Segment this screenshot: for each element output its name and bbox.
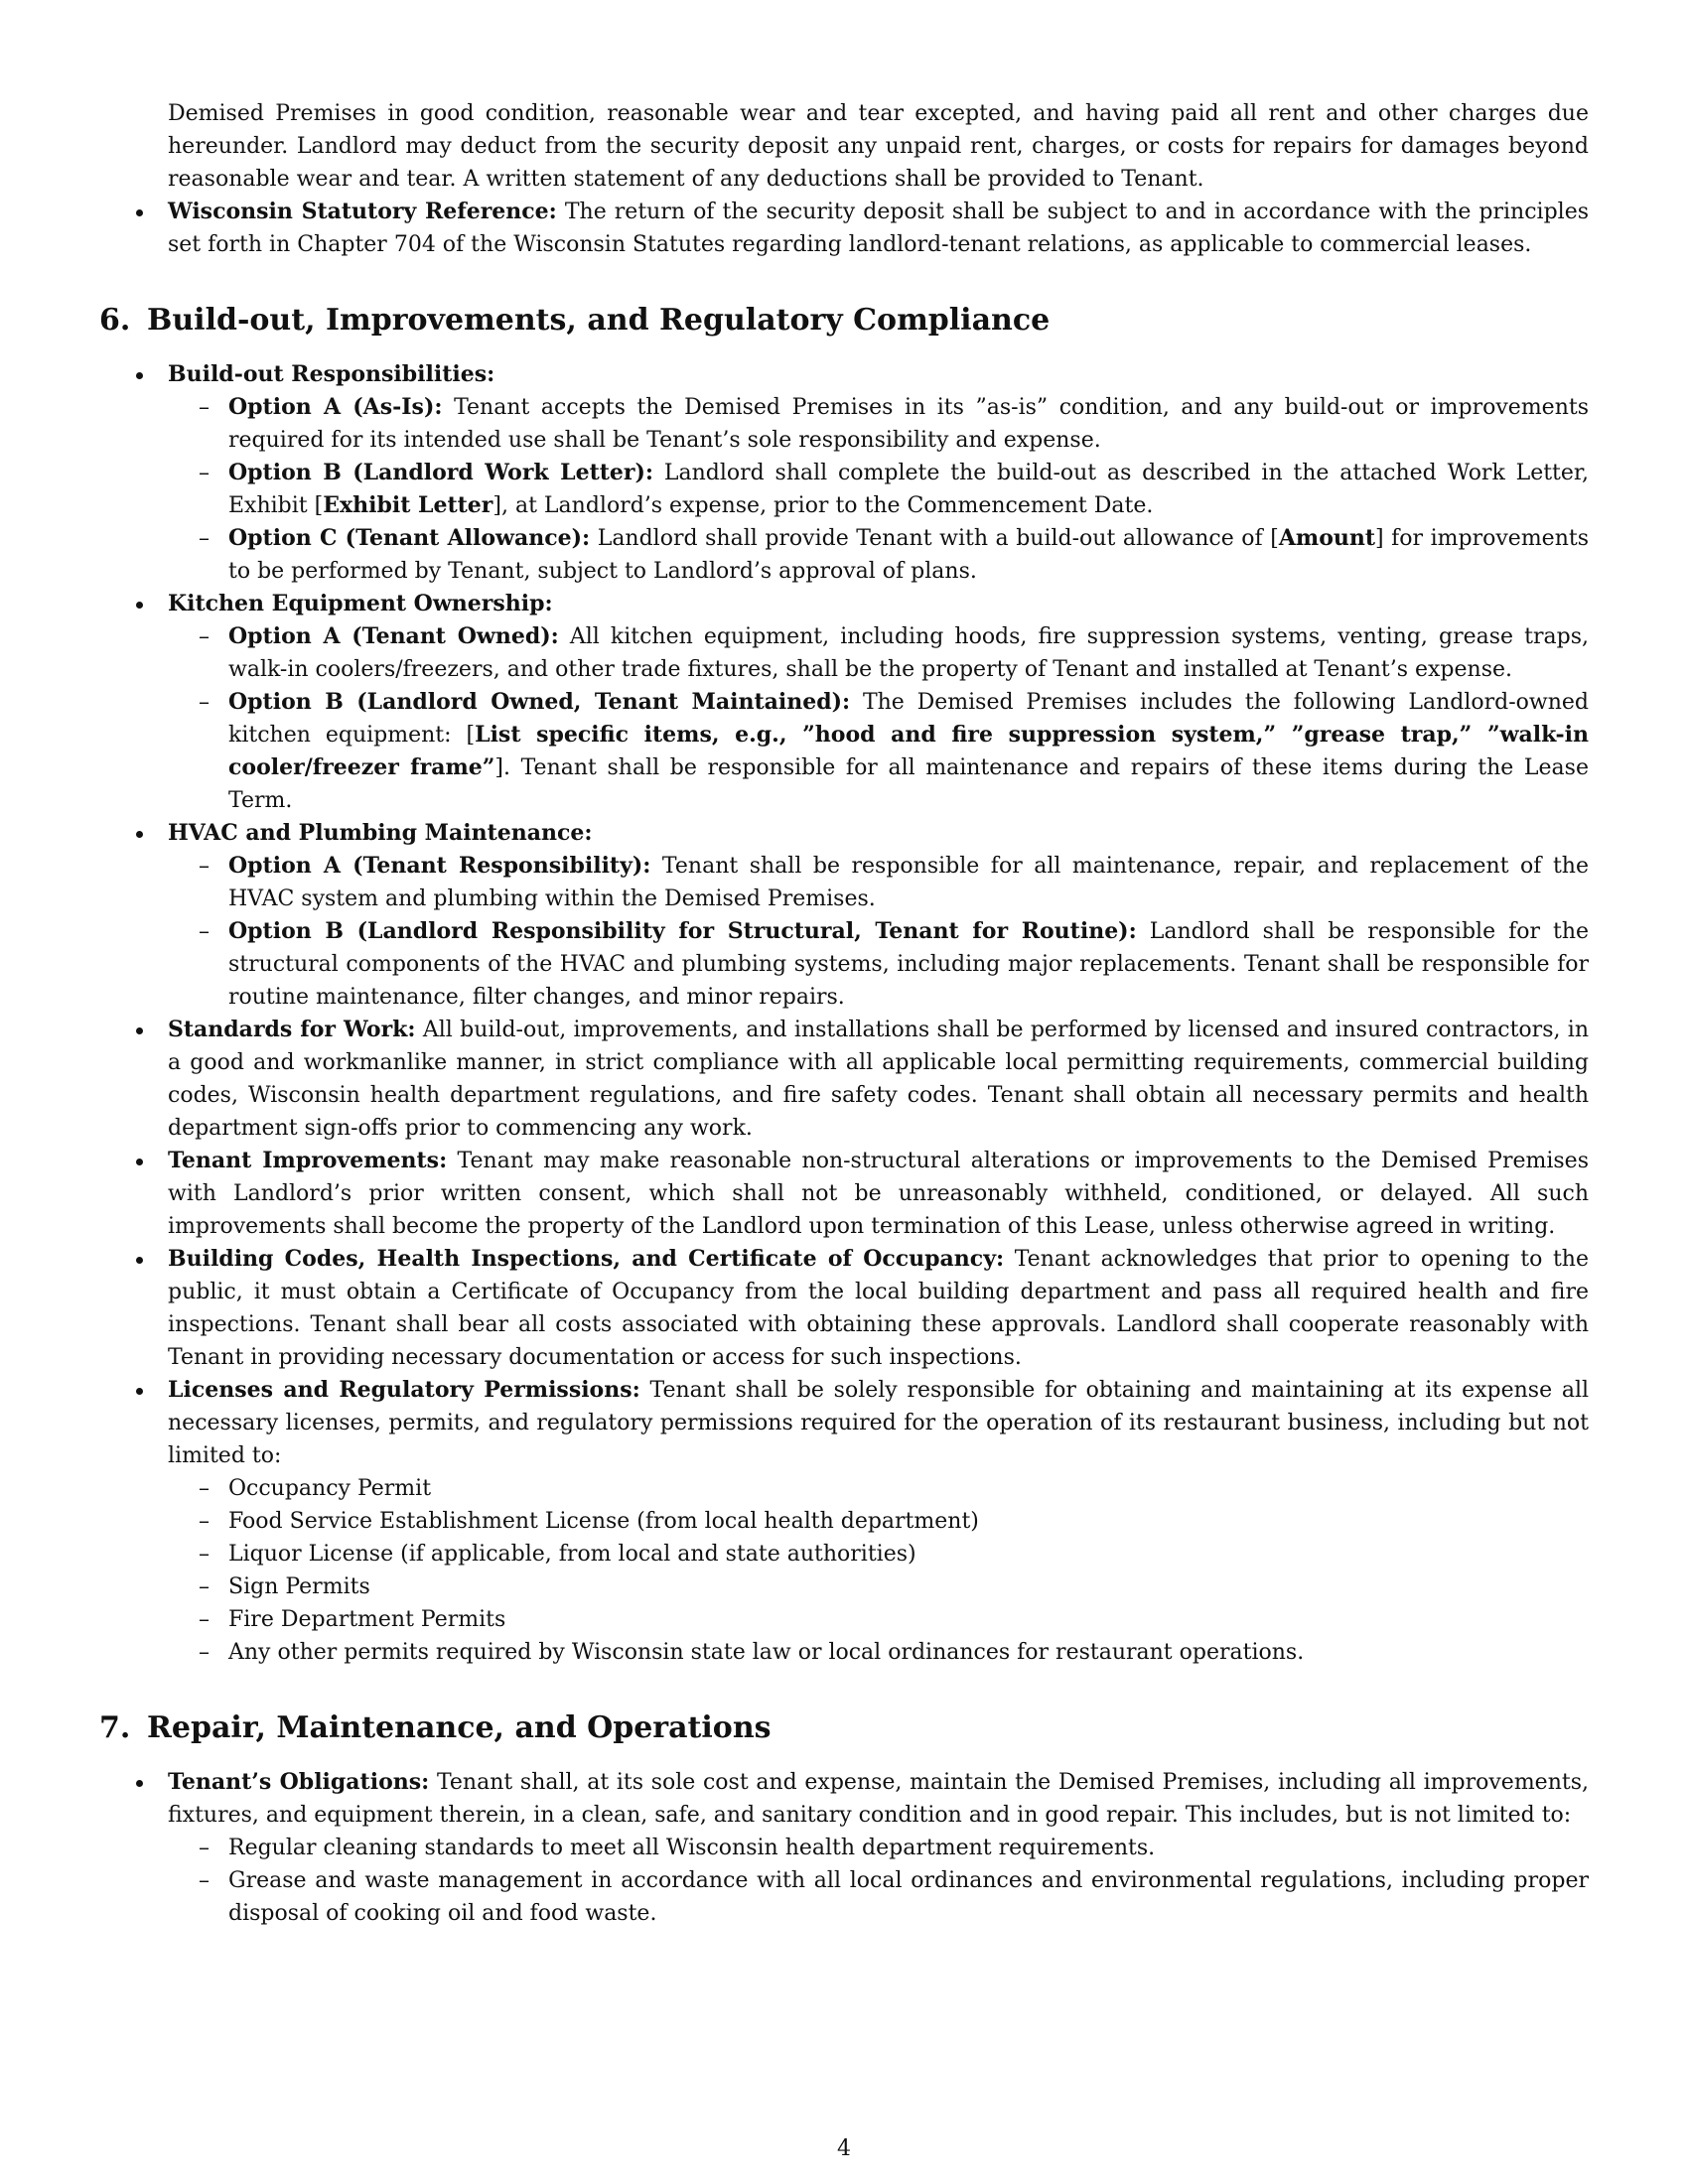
license-text: Sign Permits	[228, 1574, 370, 1599]
bullet-icon	[136, 1159, 143, 1165]
wisconsin-reference-item	[99, 196, 1589, 261]
bullet-icon	[136, 1027, 143, 1034]
hvac-option-a	[99, 850, 1589, 915]
bullet-icon	[136, 1257, 143, 1264]
option-label: Option B (Landlord Owned, Tenant Maintained):	[228, 689, 851, 715]
bullet-icon	[136, 831, 143, 838]
license-list-item	[99, 1570, 1589, 1603]
bullet-icon	[136, 372, 143, 379]
dash-icon: –	[199, 395, 210, 420]
item-label: Standards for Work:	[168, 1017, 416, 1042]
document-page	[99, 97, 1589, 1930]
placeholder-amount: Amount	[1278, 525, 1376, 551]
section-number: 6.	[99, 303, 131, 338]
option-label: Option A (Tenant Responsibility):	[228, 853, 651, 879]
buildout-item	[99, 358, 1589, 391]
item-label: HVAC and Plumbing Maintenance:	[168, 820, 593, 846]
option-label: Option C (Tenant Allowance):	[228, 525, 591, 551]
section-title: Build-out, Improvements, and Regulatory Compliance	[147, 303, 1051, 338]
license-text: Occupancy Permit	[228, 1476, 432, 1501]
hvac-item	[99, 817, 1589, 850]
item-label: Kitchen Equipment Ownership:	[168, 591, 553, 616]
dash-icon: –	[199, 1607, 210, 1632]
placeholder-exhibit-letter: Exhibit Letter	[323, 492, 493, 518]
obligation-list-item	[99, 1864, 1589, 1930]
option-text: All kitchen equipment, including hoods, fire suppression systems, venting, grease traps, walk-in coolers/freezers, and other trade fixtures, shall be the property of Tenant and installed at Tenant’s expense.	[228, 624, 1589, 682]
page-number: 4	[837, 2136, 851, 2161]
license-list-item	[99, 1603, 1589, 1636]
buildout-option-a	[99, 391, 1589, 457]
license-list-item	[99, 1505, 1589, 1538]
kitchen-option-a	[99, 620, 1589, 686]
option-text: The Demised Premises includes the following Landlord-owned kitchen equipment: [	[228, 690, 1589, 748]
buildout-option-c	[99, 522, 1589, 588]
kitchen-item	[99, 588, 1589, 620]
obligation-list-item	[99, 1832, 1589, 1864]
bullet-icon	[136, 1780, 143, 1787]
item-label: Tenant’s Obligations:	[168, 1769, 430, 1795]
item-label: Building Codes, Health Inspections, and Certificate of Occupancy:	[168, 1246, 1005, 1272]
building-codes-item	[99, 1243, 1589, 1374]
dash-icon: –	[199, 690, 210, 715]
item-text: Tenant shall, at its sole cost and expense, maintain the Demised Premises, including all improvements, fixtures, and equipment therein, in a clean, safe, and sanitary condition and in good repair. This includes, but is not limited to:	[168, 1770, 1589, 1828]
option-text: Landlord shall be responsible for the structural components of the HVAC and plumbing systems, including major replacements. Tenant shall be responsible for routine maintenance, filter changes, and minor repairs.	[228, 919, 1590, 1010]
tenant-obligations-item	[99, 1766, 1589, 1832]
section-title: Repair, Maintenance, and Operations	[147, 1710, 772, 1745]
bullet-icon	[136, 209, 143, 216]
obligation-text: Regular cleaning standards to meet all Wisconsin health department requirements.	[228, 1836, 1156, 1860]
license-text: Food Service Establishment License (from local health department)	[228, 1509, 979, 1534]
item-text: Tenant may make reasonable non-structural alterations or improvements to the Demised Premises with Landlord’s prior written consent, which shall not be unreasonably withheld, conditioned, or delayed. All such improvements shall become the property of the Landlord upon termination of this Lease, unless otherwise agreed in writing.	[168, 1149, 1589, 1239]
dash-icon: –	[199, 1542, 210, 1567]
standards-item	[99, 1014, 1589, 1145]
placeholder-equipment-list: List specific items, e.g., ”hood and fire suppression system,” ”grease trap,” ”walk-in cooler/freezer frame”	[228, 722, 1590, 780]
bullet-icon	[136, 602, 143, 609]
license-list-item	[99, 1636, 1589, 1669]
tenant-improvements-item	[99, 1145, 1589, 1243]
dash-icon: –	[199, 1868, 210, 1893]
license-text: Fire Department Permits	[228, 1607, 506, 1632]
section-6-heading	[99, 301, 1589, 341]
item-text: All build-out, improvements, and installations shall be performed by licensed and insured contractors, in a good and workmanlike manner, in strict compliance with all applicable local permitting requirements, commercial building codes, Wisconsin health department regulations, and fire safety codes. Tenant shall obtain all necessary permits and health department sign-offs prior to commencing any work.	[168, 1018, 1589, 1141]
license-text: Any other permits required by Wisconsin state law or local ordinances for restaurant operations.	[228, 1640, 1305, 1665]
option-text: Tenant accepts the Demised Premises in its ”as-is” condition, and any build-out or improvements required for its intended use shall be Tenant’s sole responsibility and expense.	[228, 395, 1590, 453]
option-label: Option A (Tenant Owned):	[228, 623, 559, 649]
obligation-text: Grease and waste management in accordance with all local ordinances and environmental regulations, including proper disposal of cooking oil and food waste.	[228, 1868, 1589, 1926]
item-label: Tenant Improvements:	[168, 1148, 448, 1173]
hvac-option-b	[99, 915, 1589, 1014]
item-text: Tenant acknowledges that prior to opening to the public, it must obtain a Certificate of Occupancy from the local building department and pass all required health and fire inspections. Tenant shall bear all costs associated with obtaining these approvals. Landlord shall cooperate reasonably with Tenant in providing necessary documentation or access for such inspections.	[168, 1247, 1589, 1370]
dash-icon: –	[199, 1640, 210, 1665]
section-number: 7.	[99, 1710, 131, 1745]
option-text: Landlord shall provide Tenant with a build-out allowance of [	[597, 526, 1279, 551]
item-label: Licenses and Regulatory Permissions:	[168, 1377, 640, 1403]
dash-icon: –	[199, 1574, 210, 1599]
option-text-end: ]. Tenant shall be responsible for all maintenance and repairs of these items during the Lease Term.	[228, 755, 1589, 813]
license-text: Liquor License (if applicable, from local and state authorities)	[228, 1542, 916, 1567]
kitchen-option-b	[99, 686, 1589, 817]
section-7-heading	[99, 1708, 1589, 1748]
option-label: Option B (Landlord Work Letter):	[228, 460, 654, 485]
dash-icon: –	[199, 919, 210, 944]
dash-icon: –	[199, 526, 210, 551]
license-list-item	[99, 1538, 1589, 1570]
dash-icon: –	[199, 1836, 210, 1860]
dash-icon: –	[199, 1509, 210, 1534]
option-label: Option B (Landlord Responsibility for Structural, Tenant for Routine):	[228, 918, 1137, 944]
security-deposit-continuation: Demised Premises in good condition, reasonable wear and tear excepted, and having paid all rent and other charges due hereunder. Landlord may deduct from the security deposit any unpaid rent, charges, or costs for repairs for damages beyond reasonable wear and tear. A written statement of any deductions shall be provided to Tenant.	[168, 101, 1589, 192]
dash-icon: –	[199, 461, 210, 485]
dash-icon: –	[199, 854, 210, 879]
item-label: Wisconsin Statutory Reference:	[168, 199, 557, 224]
option-text-end: ] for improvements to be performed by Tenant, subject to Landlord’s approval of plans.	[228, 526, 1589, 584]
licenses-item	[99, 1374, 1589, 1472]
option-label: Option A (As-Is):	[228, 394, 443, 420]
buildout-option-b	[99, 457, 1589, 522]
dash-icon: –	[199, 624, 210, 649]
dash-icon: –	[199, 1476, 210, 1501]
bullet-icon	[136, 1388, 143, 1395]
option-text: Tenant shall be responsible for all maintenance, repair, and replacement of the HVAC system and plumbing within the Demised Premises.	[228, 854, 1589, 911]
item-label: Build-out Responsibilities:	[168, 361, 495, 387]
license-list-item	[99, 1472, 1589, 1505]
item-text: The return of the security deposit shall be subject to and in accordance with the principles set forth in Chapter 704 of the Wisconsin Statutes regarding landlord-tenant relations, as applicable to commercial leases.	[168, 200, 1590, 257]
item-text: Tenant shall be solely responsible for obtaining and maintaining at its expense all necessary licenses, permits, and regulatory permissions required for the operation of its restaurant business, including but not limited to:	[168, 1378, 1590, 1468]
option-text: Landlord shall complete the build-out as described in the attached Work Letter, Exhibit [	[228, 461, 1590, 518]
option-text-end: ], at Landlord’s expense, prior to the Commencement Date.	[492, 493, 1154, 518]
